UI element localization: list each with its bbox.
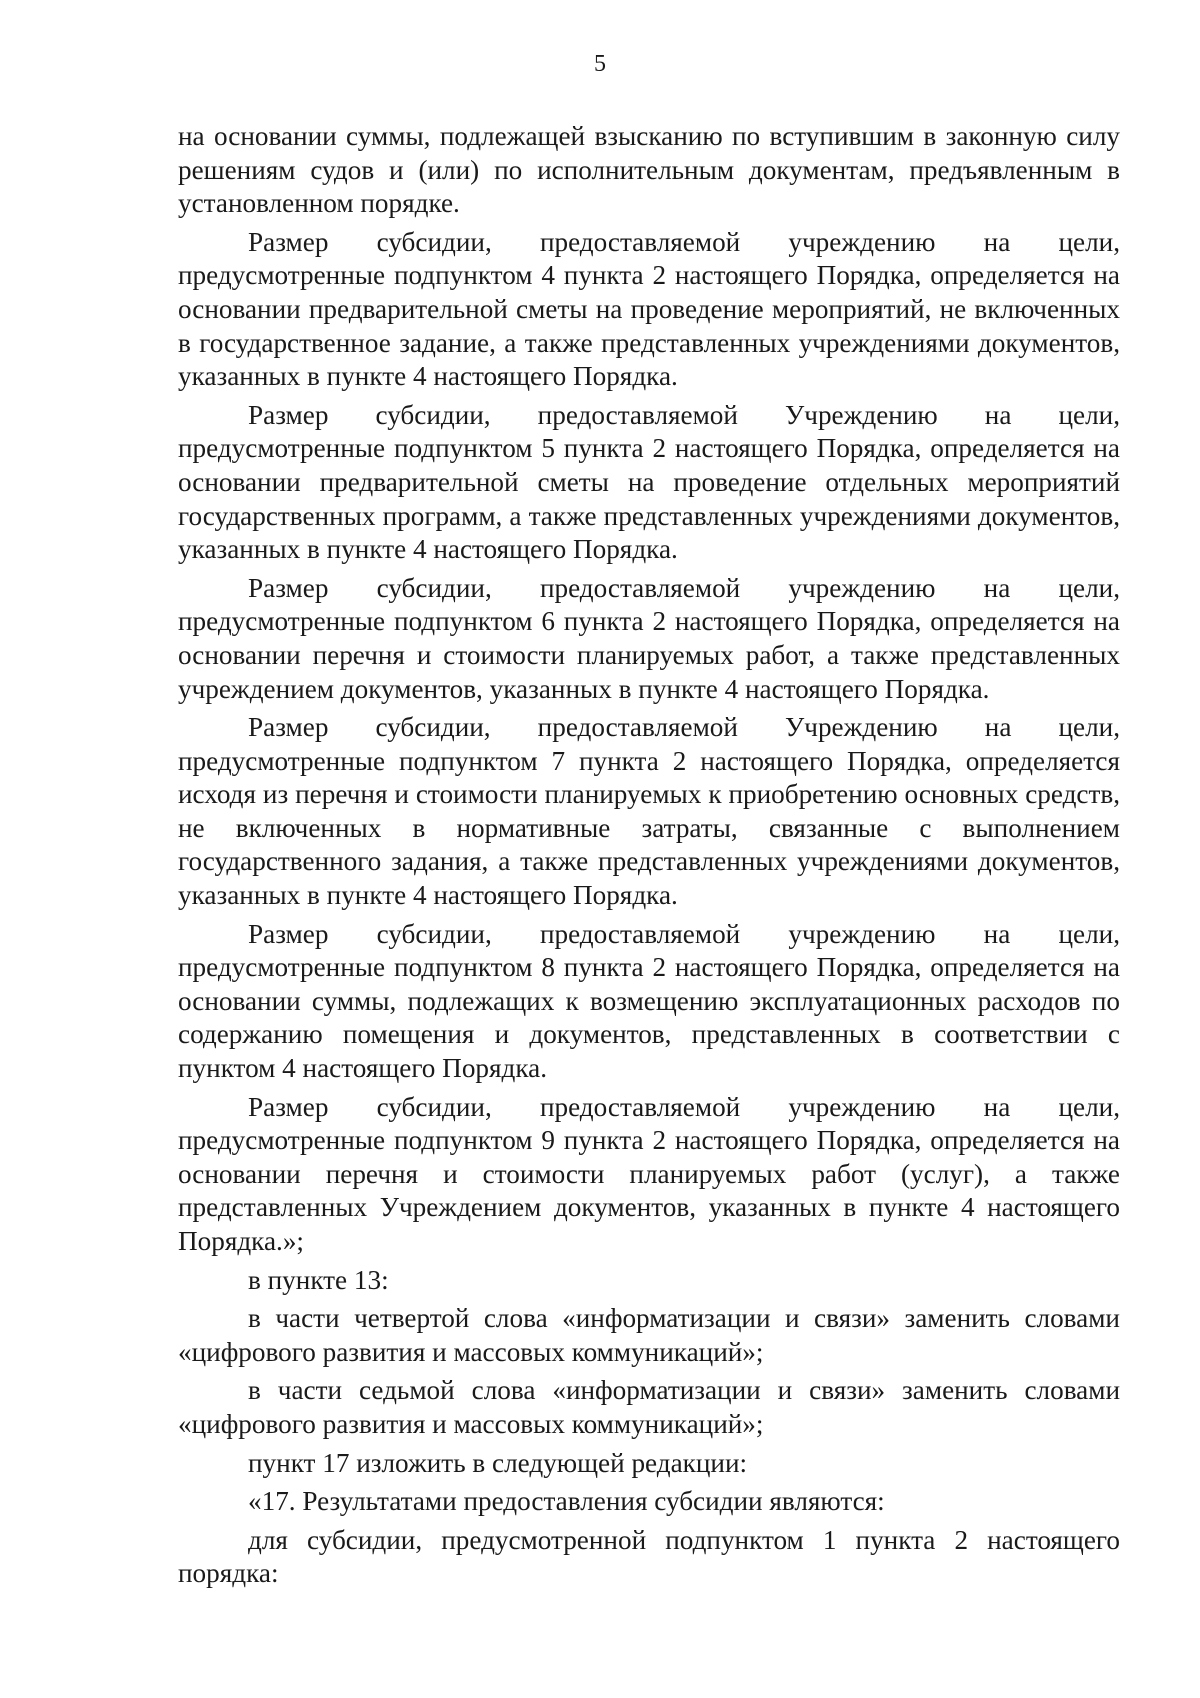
document-body xyxy=(178,120,1120,1591)
paragraph-subsidy-subpoint-6: Размер субсидии, предоставляемой учреждению на цели, предусмотренные подпунктом 6 пункта 2 настоящего Порядка, определяется на основании перечня и стоимости планируемых работ, а также представленных учреждением документов, указанных в пункте 4 настоящего Порядка. xyxy=(178,572,1120,704)
paragraph-subsidy-subpoint-4: Размер субсидии, предоставляемой учреждению на цели, предусмотренные подпунктом 4 пункта 2 настоящего Порядка, определяется на основании предварительной сметы на проведение мероприятий, не включенных в государственное задание, а также представленных учреждениями документов, указанных в пункте 4 настоящего Порядка. xyxy=(178,226,1120,392)
paragraph-point-13: в пункте 13: xyxy=(248,1264,389,1295)
paragraph-subsidy-subpoint-9: Размер субсидии, предоставляемой учреждению на цели, предусмотренные подпунктом 9 пункта 2 настоящего Порядка, определяется на основании перечня и стоимости планируемых работ (услуг), а также представленных Учреждением документов, указанных в пункте 4 настоящего Порядка.»; xyxy=(178,1091,1120,1256)
paragraph-part-four: в части четвертой слова «информатизации и связи» заменить словами «цифрового развития и массовых коммуникаций»; xyxy=(178,1303,1120,1367)
paragraph-part-seven: в части седьмой слова «информатизации и связи» заменить словами «цифрового развития и массовых коммуникаций»; xyxy=(178,1375,1120,1439)
paragraph-subsidy-subpoint-8: Размер субсидии, предоставляемой учреждению на цели, предусмотренные подпунктом 8 пункта 2 настоящего Порядка, определяется на основании суммы, подлежащих к возмещению эксплуатационных расходов по содержанию помещения и документов, представленных в соответствии с пунктом 4 настоящего Порядка. xyxy=(178,918,1120,1084)
paragraph-point-17: пункт 17 изложить в следующей редакции: xyxy=(248,1447,748,1478)
paragraph-results: «17. Результатами предоставления субсидии являются: xyxy=(248,1486,885,1517)
paragraph-subsidy-subpoint-5: Размер субсидии, предоставляемой Учреждению на цели, предусмотренные подпунктом 5 пункта 2 настоящего Порядка, определяется на основании предварительной сметы на проведение отдельных мероприятий государственных программ, а также представленных учреждениями документов, указанных в пункте 4 настоящего Порядка. xyxy=(178,399,1120,565)
page-number: 5 xyxy=(594,51,606,77)
paragraph-subsidy-subpoint-1: для субсидии, предусмотренной подпунктом 1 пункта 2 настоящего порядка: xyxy=(178,1524,1120,1589)
paragraph-subsidy-subpoint-7: Размер субсидии, предоставляемой Учреждению на цели, предусмотренные подпунктом 7 пункта 2 настоящего Порядка, определяется исходя из перечня и стоимости планируемых к приобретению основных средств, не включенных в нормативные затраты, связанные с выполнением государственного задания, а также представленных учреждениями документов, указанных в пункте 4 настоящего Порядка. xyxy=(178,712,1120,911)
paragraph-continuation: на основании суммы, подлежащей взысканию по вступившим в законную силу решениям судов и (или) по исполнительным документам, предъявленным в установленном порядке. xyxy=(178,121,1120,219)
